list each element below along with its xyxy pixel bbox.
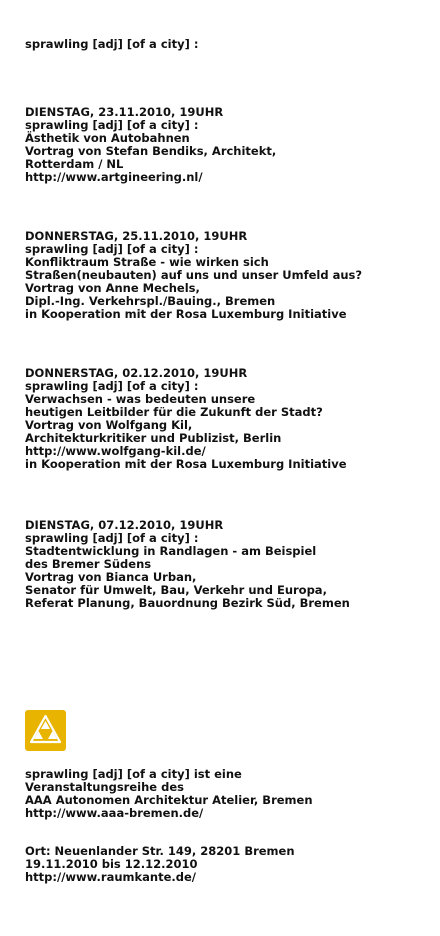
venue-info <box>25 845 295 884</box>
event-cooperation: in Kooperation mit der Rosa Luxemburg Initiative <box>25 457 347 471</box>
event-speaker-title: Dipl.-Ing. Verkehrspl./Bauing., Bremen <box>25 294 276 308</box>
event-date: DONNERSTAG, 25.11.2010, 19UHR <box>25 229 248 243</box>
event-title: Stadtentwicklung in Randlagen - am Beispiel <box>25 544 317 558</box>
event-title-continued: des Bremer Südens <box>25 557 152 571</box>
event-title-continued: Straßen(neubauten) auf uns und unser Umfeld aus? <box>25 268 363 282</box>
event-speaker-title: Senator für Umwelt, Bau, Verkehr und Europa, <box>25 583 327 597</box>
event-speaker-location: Rotterdam / NL <box>25 157 124 171</box>
event-series: sprawling [adj] [of a city] : <box>25 242 199 256</box>
organizer-line: Veranstaltungsreihe des <box>25 780 184 794</box>
event-block <box>25 367 347 471</box>
event-speaker-title: Architekturkritiker und Publizist, Berlin <box>25 431 282 445</box>
aaa-logo-icon <box>25 710 66 751</box>
event-series: sprawling [adj] [of a city] : <box>25 531 199 545</box>
organizer-info <box>25 768 313 820</box>
event-speaker-department: Referat Planung, Bauordnung Bezirk Süd, Bremen <box>25 596 350 610</box>
event-link[interactable]: http://www.artgineering.nl/ <box>25 170 203 184</box>
event-speaker: Vortrag von Stefan Bendiks, Architekt, <box>25 144 277 158</box>
event-block <box>25 106 276 184</box>
event-block <box>25 519 350 610</box>
event-speaker: Vortrag von Wolfgang Kil, <box>25 418 193 432</box>
organizer-line: sprawling [adj] [of a city] ist eine <box>25 767 242 781</box>
venue-address: Ort: Neuenlander Str. 149, 28201 Bremen <box>25 844 295 858</box>
event-title-continued: heutigen Leitbilder für die Zukunft der Stadt? <box>25 405 323 419</box>
event-title: Ästhetik von Autobahnen <box>25 131 190 145</box>
venue-dates: 19.11.2010 bis 12.12.2010 <box>25 857 198 871</box>
event-link[interactable]: http://www.wolfgang-kil.de/ <box>25 444 206 458</box>
page-heading: sprawling [adj] [of a city] : <box>25 37 199 51</box>
event-series: sprawling [adj] [of a city] : <box>25 118 199 132</box>
event-title: Verwachsen - was bedeuten unsere <box>25 392 256 406</box>
event-series: sprawling [adj] [of a city] : <box>25 379 199 393</box>
event-speaker: Vortrag von Anne Mechels, <box>25 281 200 295</box>
event-date: DIENSTAG, 07.12.2010, 19UHR <box>25 518 224 532</box>
event-date: DIENSTAG, 23.11.2010, 19UHR <box>25 105 224 119</box>
event-title: Konfliktraum Straße - wie wirken sich <box>25 255 269 269</box>
organizer-name: AAA Autonomen Architektur Atelier, Bremen <box>25 793 313 807</box>
venue-link[interactable]: http://www.raumkante.de/ <box>25 870 197 884</box>
event-date: DONNERSTAG, 02.12.2010, 19UHR <box>25 366 248 380</box>
event-cooperation: in Kooperation mit der Rosa Luxemburg Initiative <box>25 307 347 321</box>
event-block <box>25 230 362 321</box>
organizer-link[interactable]: http://www.aaa-bremen.de/ <box>25 806 204 820</box>
event-speaker: Vortrag von Bianca Urban, <box>25 570 197 584</box>
